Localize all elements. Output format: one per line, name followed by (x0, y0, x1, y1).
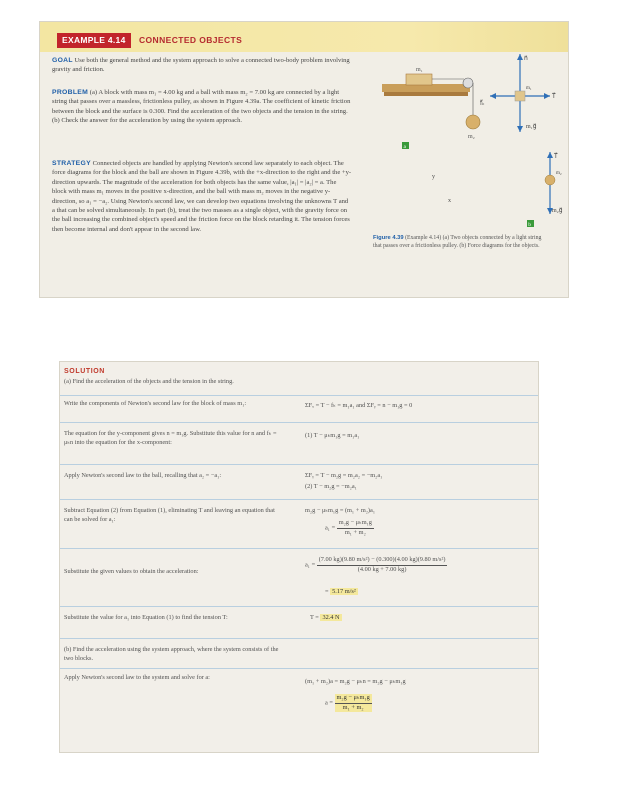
acceleration-value: 5.17 m/s² (332, 588, 356, 595)
step-4-frac-den: m₁ + m₂ (344, 528, 366, 536)
step-5-fraction (305, 556, 447, 574)
label-friction: f⃗ₖ (480, 101, 485, 107)
tension-equals: T = (310, 614, 319, 621)
solution-page-photo (60, 362, 538, 752)
step-5-frac-num: (7.00 kg)(9.80 m/s²) − (0.300)(4.00 kg)(9.80 m/s²) (317, 556, 448, 566)
example-page-photo (40, 22, 568, 297)
example-number-badge: EXAMPLE 4.14 (57, 33, 131, 48)
figure-b-letter: b (528, 222, 532, 227)
divider (60, 464, 538, 465)
step-4-frac-lhs: a₁ = (325, 524, 336, 532)
step-4-equation: m₂g − μₖm₁g = (m₁ + m₂)a₁ (305, 507, 376, 514)
step-4-text: Subtract Equation (2) from Equation (1), eliminating T and leaving an equation that can be solved for a₁: (64, 507, 275, 523)
step-b-equation: (m₁ + m₂)a = m₂g − μₖn = m₂g − μₖm₁g (305, 678, 406, 685)
figure-4-39b (480, 52, 566, 227)
ball-point (545, 175, 555, 185)
step-b-text: Apply Newton's second law to the system and solve for a: (64, 674, 210, 681)
arrow-normal (517, 54, 523, 60)
step-b-frac (335, 694, 372, 712)
figure-a-letter: a (403, 144, 406, 150)
step-1-text: Write the components of Newton's second law for the block of mass m₁: (64, 400, 247, 407)
coord-y-label: y (432, 174, 435, 180)
part-a-heading: (a) Find the acceleration of the objects and the tension in the string. (64, 378, 234, 385)
step-2-text: The equation for the y-component gives n = m₁g. Substitute this value for n and fₖ = μₖn into the equation for the x-component: (64, 430, 277, 446)
acceleration-result (325, 588, 358, 597)
step-1-equation: ΣFₓ = T − fₖ = m₁a₁ and ΣFᵧ = n − m₁g = 0 (305, 402, 413, 409)
figure-caption (373, 234, 543, 250)
acceleration-equals: = (325, 588, 329, 595)
divider (60, 499, 538, 500)
example-title: CONNECTED OBJECTS (139, 35, 243, 45)
divider (60, 638, 538, 639)
tension-result (310, 614, 342, 623)
divider (60, 422, 538, 423)
step-2-equation: (1) T − μₖm₁g = m₁a₁ (305, 432, 360, 439)
arrow-friction (490, 93, 496, 99)
divider (60, 606, 538, 607)
goal-label: GOAL (52, 57, 73, 64)
tension-value: 32.4 N (322, 614, 340, 621)
strategy-paragraph (52, 159, 352, 234)
ball-m2 (466, 115, 480, 129)
arrow-tension-ball (547, 152, 553, 158)
divider (60, 668, 538, 669)
block-m1 (406, 74, 432, 85)
divider (60, 395, 538, 396)
part-b-heading: (b) Find the acceleration using the system approach, where the system consists of the two blocks. (64, 646, 279, 662)
table-edge (384, 92, 468, 96)
step-5-text: Substitute the given values to obtain the acceleration: (64, 568, 199, 575)
step-3-equation: ΣFᵧ = T − m₂g = m₂a₂ = −m₂a₁ (305, 472, 383, 479)
strategy-label: STRATEGY (52, 160, 91, 167)
problem-paragraph (52, 88, 352, 126)
arrow-tension-block (544, 93, 550, 99)
step-b-frac-den: m₁ + m₂ (335, 704, 372, 713)
strategy-text: Connected objects are handled by applying Newton's second law separately to each object. The force diagrams for the block and the ball are shown in Figure 4.39b, with the +x-direction to the right and the +y-direction upwards. The magnitude of the acceleration for both objects has the same value, |a₁| = |a₂| = a. The block with mass m₁ moves in the positive x-direction, and the ball with mass m₂ moves in the negative y-direction, so a₁ = −a₂. Using Newton's second law, we can develop two equations involving the unknowns T and a that can be solved simultaneously. In part (b), treat the two masses as a single object, with the gravity force on the ball increasing the combined object's speed and the friction force on the block retarding it. The tension forces then become internal and don't appear in the second law. (52, 160, 352, 233)
coord-x-label: x (448, 198, 451, 204)
pulley (463, 78, 473, 88)
step-5-frac-lhs: a₁ = (305, 561, 316, 569)
block-point (515, 91, 525, 101)
step-b-frac-lhs: a = (325, 699, 333, 707)
label-tension-block: T⃗ (552, 94, 556, 100)
problem-text: (a) A block with mass m₁ = 4.00 kg and a ball with mass m₂ = 7.00 kg are connected by a light string that passes over a massless, frictionless pulley, as shown in Figure 4.39a. The coefficient of kinetic friction between the block and the surface is 0.300. Find the acceleration of the two objects and the tension in the string. (b) Check the answer for the acceleration by using the system approach. (52, 89, 351, 125)
label-m2: m₂ (468, 134, 475, 140)
arrow-weight-block (517, 126, 523, 132)
step-5-frac-den: (4.00 kg + 7.00 kg) (357, 565, 407, 573)
label-tension-ball: T⃗ (554, 154, 558, 160)
step-6-text: Substitute the value for a₁ into Equation (1) to find the tension T: (64, 614, 228, 621)
divider (60, 548, 538, 549)
caption-text: (Example 4.14) (a) Two objects connected by a light string that passes over a frictionless pulley. (b) Force diagrams for the objects. (373, 235, 542, 249)
label-m1g: m₁g⃗ (526, 124, 537, 130)
goal-paragraph (52, 56, 352, 75)
caption-label: Figure 4.39 (373, 235, 404, 241)
figure-4-39a (380, 50, 490, 150)
label-block-m1: m₁ (526, 86, 532, 91)
step-4-fraction (325, 519, 374, 537)
step-5-frac (317, 556, 448, 574)
label-ball-m2: m₂ (556, 171, 562, 176)
step-4-frac-num: m₂g − μₖm₁g (337, 519, 374, 529)
label-m1: m₁ (416, 67, 423, 73)
step-4-frac (337, 519, 374, 537)
label-m2g: m₂g⃗ (552, 208, 563, 214)
step-b-fraction (325, 694, 372, 712)
step-3-equation-2: (2) T − m₂g = −m₂a₁ (305, 483, 357, 490)
label-normal: n⃗ (524, 56, 528, 62)
solution-heading: SOLUTION (64, 368, 105, 375)
goal-text: Use both the general method and the system approach to solve a connected two-body problem involving gravity and friction. (52, 57, 350, 74)
step-b-frac-num: m₂g − μₖm₁g (335, 694, 372, 704)
step-3-text: Apply Newton's second law to the ball, recalling that a₂ = −a₁: (64, 472, 222, 479)
problem-label: PROBLEM (52, 89, 89, 96)
